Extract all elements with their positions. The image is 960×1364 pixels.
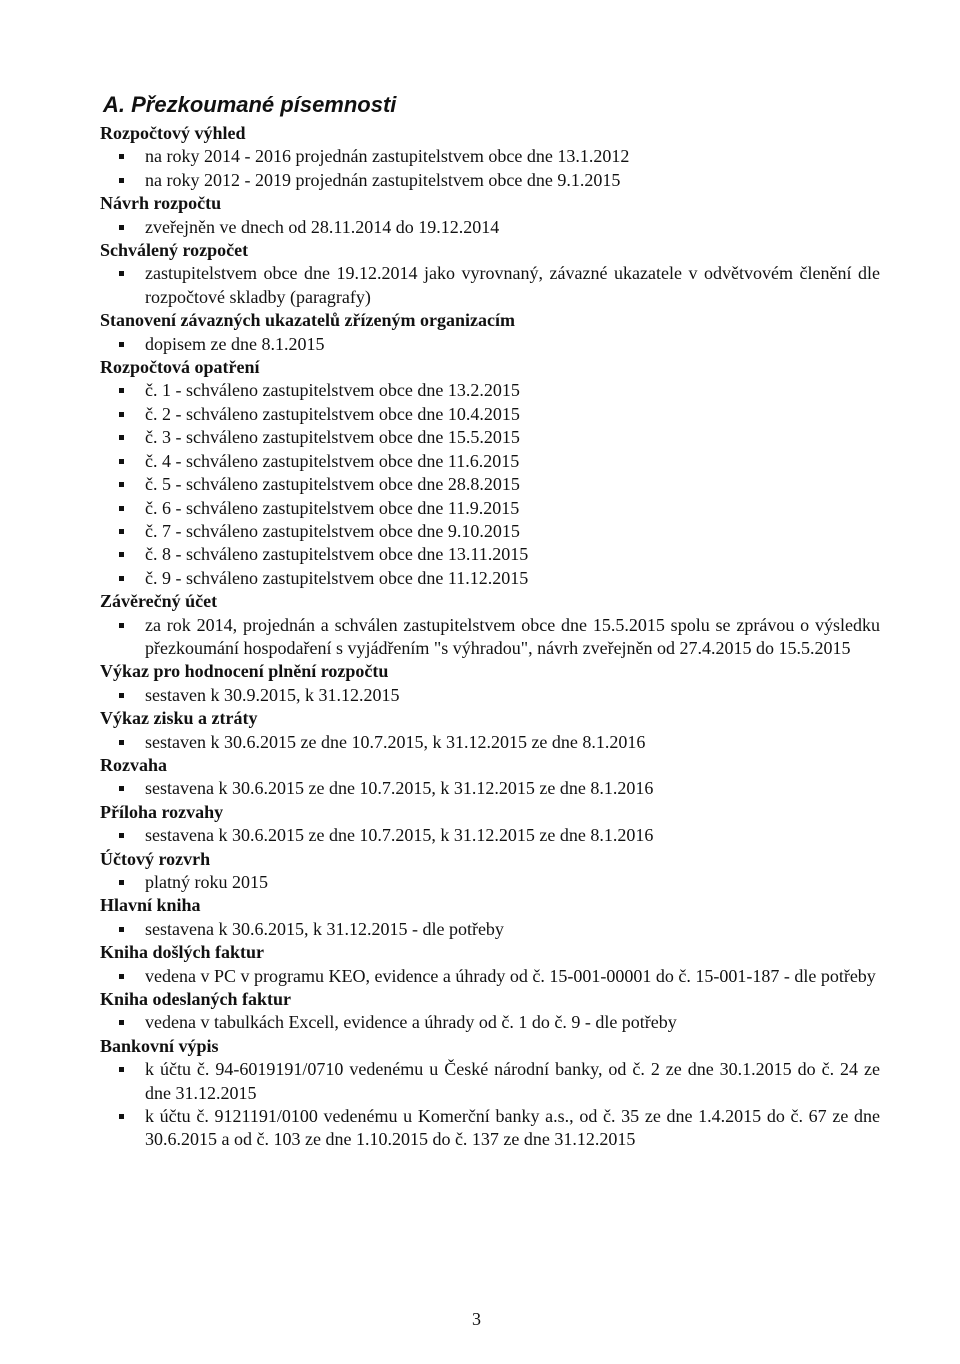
bullet-list [100,918,880,941]
list-item [100,871,880,894]
bullet-list [100,379,880,590]
section-heading: Rozpočtový výhled [100,123,246,143]
section [100,660,880,707]
section-heading: Rozvaha [100,754,167,775]
list-item-text: č. 2 - schváleno zastupitelstvem obce dne 10.4.2015 [145,403,520,424]
square-bullet-icon [119,506,124,511]
section-heading: Výkaz pro hodnocení plnění rozpočtu [100,661,389,682]
list-item [100,543,880,566]
list-item-text: vedena v PC v programu KEO, evidence a úhrady od č. 15-001-00001 do č. 15-001-187 - dle potřeby [145,965,876,986]
list-item-text: sestavena k 30.6.2015 ze dne 10.7.2015, k 31.12.2015 ze dne 8.1.2016 [145,778,654,799]
section-heading: Návrh rozpočtu [100,193,222,214]
list-item-text: platný roku 2015 [145,872,268,892]
section [100,239,880,309]
bullet-list [100,731,880,754]
section [100,894,880,941]
section [100,754,880,801]
list-item-text: sestaven k 30.9.2015, k 31.12.2015 [145,684,400,705]
section [100,192,880,239]
square-bullet-icon [119,435,124,440]
section [100,1035,880,1152]
list-item [100,1105,880,1152]
list-item-text: na roky 2014 - 2016 projednán zastupitelstvem obce dne 13.1.2012 [145,146,630,167]
document-title: A. Přezkoumané písemnosti [103,92,397,117]
list-item-text: č. 7 - schváleno zastupitelstvem obce dne 9.10.2015 [145,520,520,541]
list-item [100,520,880,543]
list-item-text: k účtu č. 9121191/0100 vedenému u Komerční banky a.s., od č. 35 ze dne 1.4.2015 do č. 67 ze dne 30.6.2015 a od č. 103 ze dne 1.10.2015 do č. 137 ze dne 31.12.2015 [145,1106,880,1150]
section-heading: Kniha odeslaných faktur [100,989,292,1010]
bullet-list [100,216,880,239]
list-item-text: sestaven k 30.6.2015 ze dne 10.7.2015, k 31.12.2015 ze dne 8.1.2016 [145,731,646,752]
list-item [100,216,880,239]
section [100,988,880,1035]
list-item-text: za rok 2014, projednán a schválen zastupitelstvem obce dne 15.5.2015 spolu se zprávou o výsledku přezkoumání hospodaření s vyjádřením "s výhradou", návrh zveřejněn od 27.4.2015 do 15.5.2015 [145,614,880,658]
bullet-list [100,824,880,847]
section-heading: Stanovení závazných ukazatelů zřízeným organizacím [100,310,515,331]
bullet-list [100,1058,880,1152]
square-bullet-icon [119,482,124,487]
square-bullet-icon [119,342,124,347]
square-bullet-icon [119,1067,124,1072]
square-bullet-icon [119,623,124,628]
list-item [100,777,880,800]
list-item-text: zveřejněn ve dnech od 28.11.2014 do 19.12.2014 [145,216,500,237]
bullet-list [100,965,880,988]
square-bullet-icon [119,576,124,581]
list-item-text: č. 1 - schváleno zastupitelstvem obce dne 13.2.2015 [145,380,520,401]
bullet-list [100,614,880,661]
list-item-text: č. 4 - schváleno zastupitelstvem obce dne 11.6.2015 [145,450,520,471]
list-item-text: dopisem ze dne 8.1.2015 [145,333,325,354]
bullet-list [100,262,880,309]
square-bullet-icon [119,552,124,557]
section-heading: Kniha došlých faktur [100,942,265,963]
list-item-text: č. 8 - schváleno zastupitelstvem obce dne 13.11.2015 [145,544,529,565]
section-heading: Hlavní kniha [100,895,201,916]
list-item-text: zastupitelstvem obce dne 19.12.2014 jako vyrovnaný, závazné ukazatele v odvětvovém členění dle rozpočtové skladby (paragrafy) [145,263,880,307]
square-bullet-icon [119,388,124,393]
square-bullet-icon [119,178,124,183]
list-item-text: sestavena k 30.6.2015 ze dne 10.7.2015, k 31.12.2015 ze dne 8.1.2016 [145,825,654,846]
square-bullet-icon [119,1020,124,1025]
list-item [100,450,880,473]
list-item [100,473,880,496]
list-item [100,684,880,707]
list-item [100,1011,880,1034]
list-item [100,1058,880,1105]
document-body [100,122,880,1152]
list-item [100,614,880,661]
list-item-text: č. 9 - schváleno zastupitelstvem obce dne 11.12.2015 [145,567,529,588]
square-bullet-icon [119,786,124,791]
list-item [100,965,880,988]
section-heading: Rozpočtová opatření [100,357,260,378]
square-bullet-icon [119,225,124,230]
square-bullet-icon [119,880,124,885]
list-item [100,145,880,168]
square-bullet-icon [119,412,124,417]
square-bullet-icon [119,1114,124,1119]
list-item [100,169,880,192]
list-item-text: k účtu č. 94-6019191/0710 vedenému u České národní banky, od č. 2 ze dne 30.1.2015 do č. 24 ze dne 31.12.2015 [145,1059,880,1103]
square-bullet-icon [119,740,124,745]
list-item-text: na roky 2012 - 2019 projednán zastupitelstvem obce dne 9.1.2015 [145,169,621,190]
square-bullet-icon [119,154,124,159]
bullet-list [100,333,880,356]
list-item-text: vedena v tabulkách Excell, evidence a úhrady od č. 1 do č. 9 - dle potřeby [145,1012,677,1033]
section-heading: Bankovní výpis [100,1035,219,1056]
list-item [100,333,880,356]
page-number: 3 [472,1309,481,1329]
list-item [100,824,880,847]
bullet-list [100,871,880,894]
list-item [100,918,880,941]
list-item-text: č. 5 - schváleno zastupitelstvem obce dne 28.8.2015 [145,474,520,495]
section-heading: Závěrečný účet [100,591,218,612]
square-bullet-icon [119,459,124,464]
bullet-list [100,777,880,800]
square-bullet-icon [119,271,124,276]
section [100,848,880,895]
list-item [100,262,880,309]
section [100,801,880,848]
section [100,356,880,590]
list-item [100,426,880,449]
square-bullet-icon [119,927,124,932]
list-item [100,379,880,402]
square-bullet-icon [119,833,124,838]
section-heading: Výkaz zisku a ztráty [100,708,258,729]
section [100,122,880,192]
square-bullet-icon [119,693,124,698]
bullet-list [100,1011,880,1034]
list-item-text: sestavena k 30.6.2015, k 31.12.2015 - dle potřeby [145,918,504,939]
section-heading: Příloha rozvahy [100,801,224,822]
section [100,590,880,660]
bullet-list [100,684,880,707]
section [100,941,880,988]
square-bullet-icon [119,974,124,979]
list-item [100,731,880,754]
list-item [100,567,880,590]
list-item [100,497,880,520]
list-item-text: č. 3 - schváleno zastupitelstvem obce dne 15.5.2015 [145,427,520,448]
section [100,309,880,356]
square-bullet-icon [119,529,124,534]
section-heading: Schválený rozpočet [100,240,249,261]
section [100,707,880,754]
list-item-text: č. 6 - schváleno zastupitelstvem obce dne 11.9.2015 [145,497,520,518]
list-item [100,403,880,426]
bullet-list [100,145,880,192]
section-heading: Účtový rozvrh [100,848,211,869]
